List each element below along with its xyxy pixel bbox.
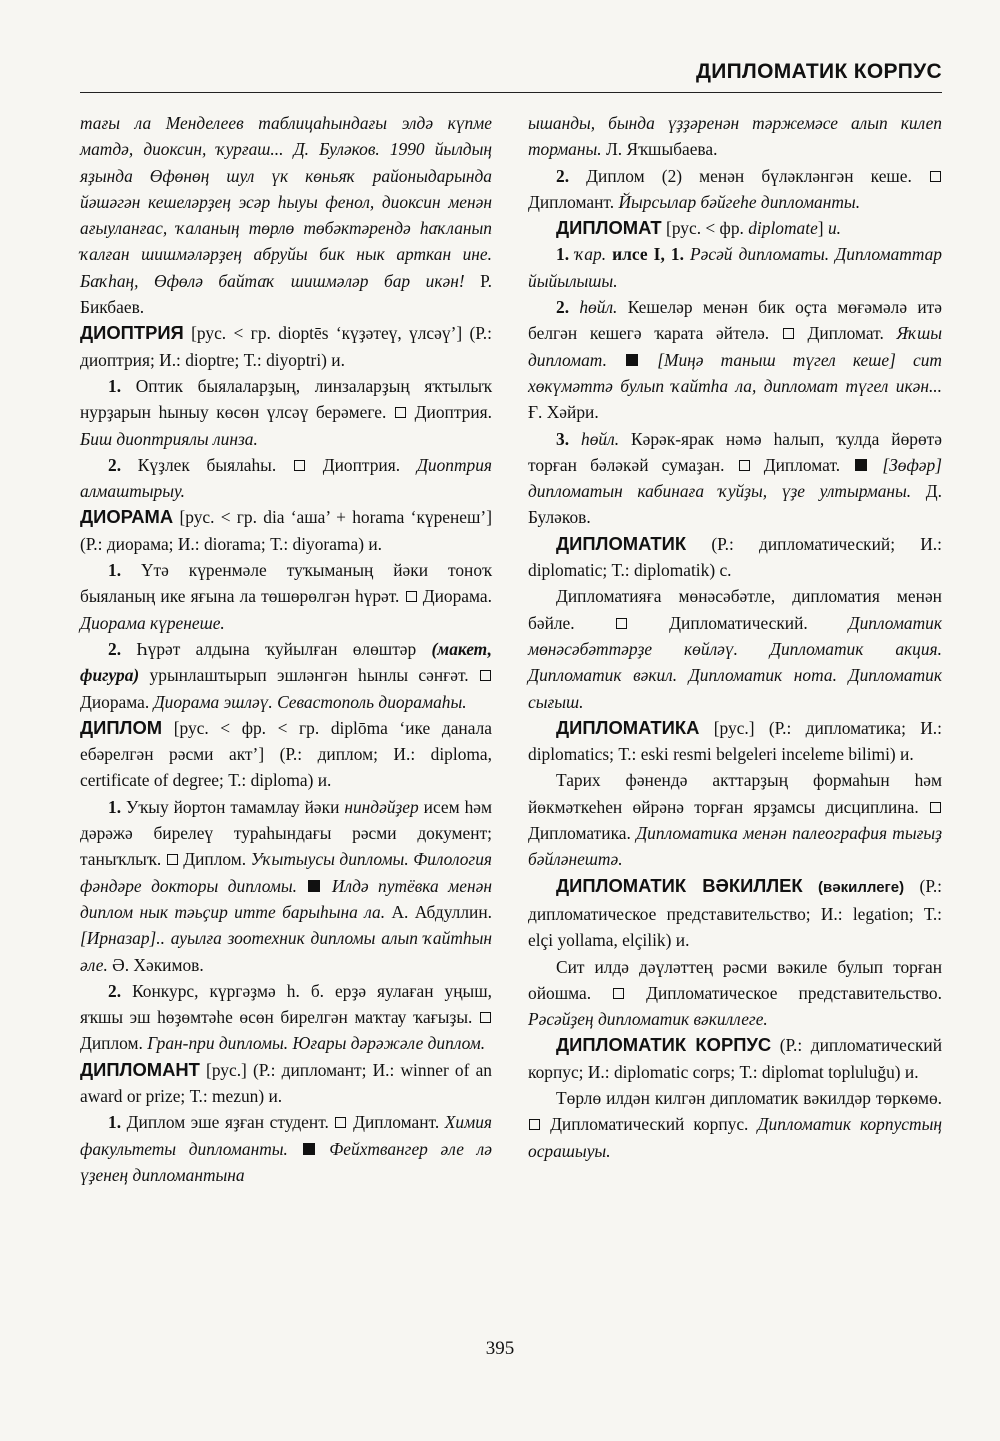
sense: 1. Диплом эше яҙған студент. Дипломант. Химия факультеты дипломанты. Фейхтвангер әле лә үҙенең дипломантына bbox=[80, 1112, 492, 1185]
open-square-icon bbox=[739, 460, 750, 471]
entry-diorama: ДИОРАМА [рус. < гр. dia ‘аша’ + horama ‘күренеш’] (Р.: диорама; И.: diorama; Т.: diyorama) и. bbox=[80, 506, 492, 554]
entry-diplom: ДИПЛОМ [рус. < фр. < гр. diplōma ‘ике данала ебәрелгән рәсми акт’] (Р.: диплом; И.: diploma, certificate of degree; Т.: diploma) и. bbox=[80, 716, 492, 791]
left-column bbox=[80, 110, 492, 1188]
open-square-icon bbox=[335, 1117, 346, 1128]
sense: Дипломатияға мөнәсәбәтле, дипломатия менән бәйле. Дипломатический. Дипломатик мөнәсәбәттәрҙе көйләү. Дипломатик акция. Дипломатик вәкил. Дипломатик нота. Дипломатик сығыш. bbox=[528, 586, 942, 712]
entry-diplomatika: ДИПЛОМАТИКА [рус.] (Р.: дипломатика; И.: diplomatics; Т.: eski resmi belgeleri inceleme bilimi) и. bbox=[528, 716, 942, 765]
right-column bbox=[528, 110, 942, 1164]
open-square-icon bbox=[783, 328, 794, 339]
open-square-icon bbox=[613, 988, 624, 999]
entry-diplomatik-korpus: ДИПЛОМАТИК КОРПУС (Р.: дипломатический корпус; И.: diplomatic corps; Т.: diplomat topluluğu) и. bbox=[528, 1034, 943, 1082]
headword: ДИОПТРИЯ bbox=[80, 322, 184, 344]
open-square-icon bbox=[616, 618, 627, 629]
continued-quote: ышанды, бында үҙҙәренән тәржемәсе алып килеп торманы. Л. Яҡшыбаева. bbox=[528, 113, 942, 160]
sense: 2. Күҙлек быялаһы. Диоптрия. Диоптрия алмаштырыу. bbox=[80, 454, 492, 502]
sense: 2. Һүрәт алдына ҡуйылған өлөштәр (макет, фигура) урынлаштырып эшләнгән һынлы сәнғәт. Диорама. Диорама эшләү. Севастополь диорамаһы. bbox=[80, 638, 492, 712]
headword: ДИПЛОМАНТ bbox=[80, 1058, 200, 1080]
headword: ДИПЛОМ bbox=[80, 716, 163, 738]
page-number: 395 bbox=[485, 1338, 515, 1359]
open-square-icon bbox=[395, 407, 406, 418]
open-square-icon bbox=[480, 1012, 491, 1023]
sense: 3. һөйл. Кәрәк-ярак нәмә һалып, ҡулда йөрөтә торған бәләкәй сумаҙан. Дипломат. [Зөфәр] дипломатын кабинаға ҡуйҙы, үҙе ултырманы. Д. Буләков. bbox=[528, 428, 942, 528]
entry-diplomatik: ДИПЛОМАТИК (Р.: дипломатический; И.: diplomatic; Т.: diplomatik) с. bbox=[528, 532, 942, 581]
sense: 1. Оптик быялаларҙың, линзаларҙың яҡтылыҡ нурҙарын һыныу көсөн үлсәү берәмеге. Диоптрия. Биш диоптриялы линза. bbox=[80, 375, 492, 449]
running-header bbox=[80, 58, 942, 93]
sense: Төрлө илдән килгән дипломатик вәкилдәр төркөмө. Дипломатический корпус. Дипломатик корпустың осрашыуы. bbox=[528, 1087, 942, 1161]
headword: ДИПЛОМАТ bbox=[556, 217, 662, 239]
sense: 2. Диплом (2) менән бүләкләнгән кеше. Дипломант. Йырсылар бәйгеһе дипломанты. bbox=[528, 163, 942, 216]
headword: ДИПЛОМАТИК КОРПУС bbox=[556, 1034, 772, 1056]
entry-dioptriya: ДИОПТРИЯ [рус. < гр. dioptēs ‘күҙәтеү, үлсәү’] (Р.: диоптрия; И.: dioptre; Т.: diyoptri) и. bbox=[80, 322, 492, 370]
headword: ДИОРАМА bbox=[80, 506, 174, 528]
open-square-icon bbox=[930, 802, 941, 813]
entry-diplomatik-vakillek: ДИПЛОМАТИК ВӘКИЛЛЕК (вәкиллеге) (Р.: дипломатическое представительство; И.: legation; Т.: elçi yollama, elçilik) и. bbox=[528, 874, 942, 951]
headword: ДИПЛОМАТИК bbox=[556, 532, 687, 554]
filled-square-icon bbox=[626, 354, 638, 366]
entry-diplomat: ДИПЛОМАТ [рус. < фр. diplomate] и. bbox=[556, 217, 841, 239]
open-square-icon bbox=[529, 1119, 540, 1130]
headword: ДИПЛОМАТИК ВӘКИЛЛЕК bbox=[556, 874, 803, 896]
sense: Сит илдә дәүләттең рәсми вәкиле булып торған ойошма. Дипломатическое представительство. Рәсәйҙең дипломатик вәкиллеге. bbox=[528, 956, 942, 1030]
filled-square-icon bbox=[308, 880, 320, 892]
sense: Тарих фәнендә акттарҙың формаһын һәм йөкмәткеһен өйрәнә торған ярҙамсы дисциплина. Дипломатика. Дипломатика менән палеография тығыҙ бәйләнештә. bbox=[528, 770, 942, 870]
continued-quote: тағы ла Менделеев таблицаһындағы элдә күпме матдә, диоксин, ҡурғаш... Д. Буләков. 1990 йылдың яҙында Өфөнөң шул үк көньяҡ районыдарында йәшәгән кешеләрҙең эсәр һыуы фенол, диоксин менән ағыуланғас, ҡаланың төрлө төбәктәрендә һаҡланып ҡалған шишмәләрҙең абруйы бик нык арткан ине. Баҡһаң, Өфөлә байтаҡ шишмәләр бар икән! Р. Бикбаев. bbox=[80, 113, 492, 318]
open-square-icon bbox=[406, 591, 417, 602]
open-square-icon bbox=[930, 171, 941, 182]
sense: 2. һөйл. Кешеләр менән бик оҫта мөғәмәлә итә белгән кешегә ҡарата әйтелә. Дипломат. Яҡшы дипломат. [Миңә таныш түгел кеше] сит хөкүмәттә булып ҡайтһа ла, дипломат түгел икән... Ғ. Хәйри. bbox=[528, 297, 942, 423]
filled-square-icon bbox=[303, 1143, 315, 1155]
filled-square-icon bbox=[855, 459, 867, 471]
open-square-icon bbox=[167, 854, 178, 865]
running-title: ДИПЛОМАТИК КОРПУС bbox=[696, 60, 942, 83]
sense: 1. Үтә күренмәле туҡыманың йәки тоноҡ быяланың ике яғына ла төшөрөлгән һүрәт. Диорама. Диорама күренеше. bbox=[80, 560, 492, 633]
headword: ДИПЛОМАТИКА bbox=[556, 716, 700, 738]
open-square-icon bbox=[294, 460, 305, 471]
open-square-icon bbox=[480, 670, 491, 681]
sense: 2. Конкурс, күргәҙмә һ. б. ерҙә яулаған уңыш, яҡшы эш һөҙөмтәһе өсөн бирелгән маҡтау ҡағыҙы. Диплом. Гран-при дипломы. Юғары дәрәжәле диплом. bbox=[80, 980, 492, 1054]
sense: 1. Уҡыу йортон тамамлау йәки ниндәйҙер исем һәм дәрәжә бирелеү тураһындағы рәсми документ; таныҡлыҡ. Диплом. Уҡытыусы дипломы. Филология фәндәре докторы дипломы. Илдә путёвка менән диплом нык тәьҫир итте барыһына ла. А. Абдуллин. [Ирназар].. ауылға зоотехник дипломы алып ҡайтһын әле. Ә. Хәкимов. bbox=[80, 796, 492, 975]
sense: 1. ҡар. илсе I, 1. Рәсәй дипломаты. Дипломаттар йыйылышы. bbox=[528, 244, 942, 291]
entry-diplomant: ДИПЛОМАНТ [рус.] (Р.: дипломант; И.: winner of an award or prize; Т.: mezun) и. bbox=[80, 1058, 492, 1106]
